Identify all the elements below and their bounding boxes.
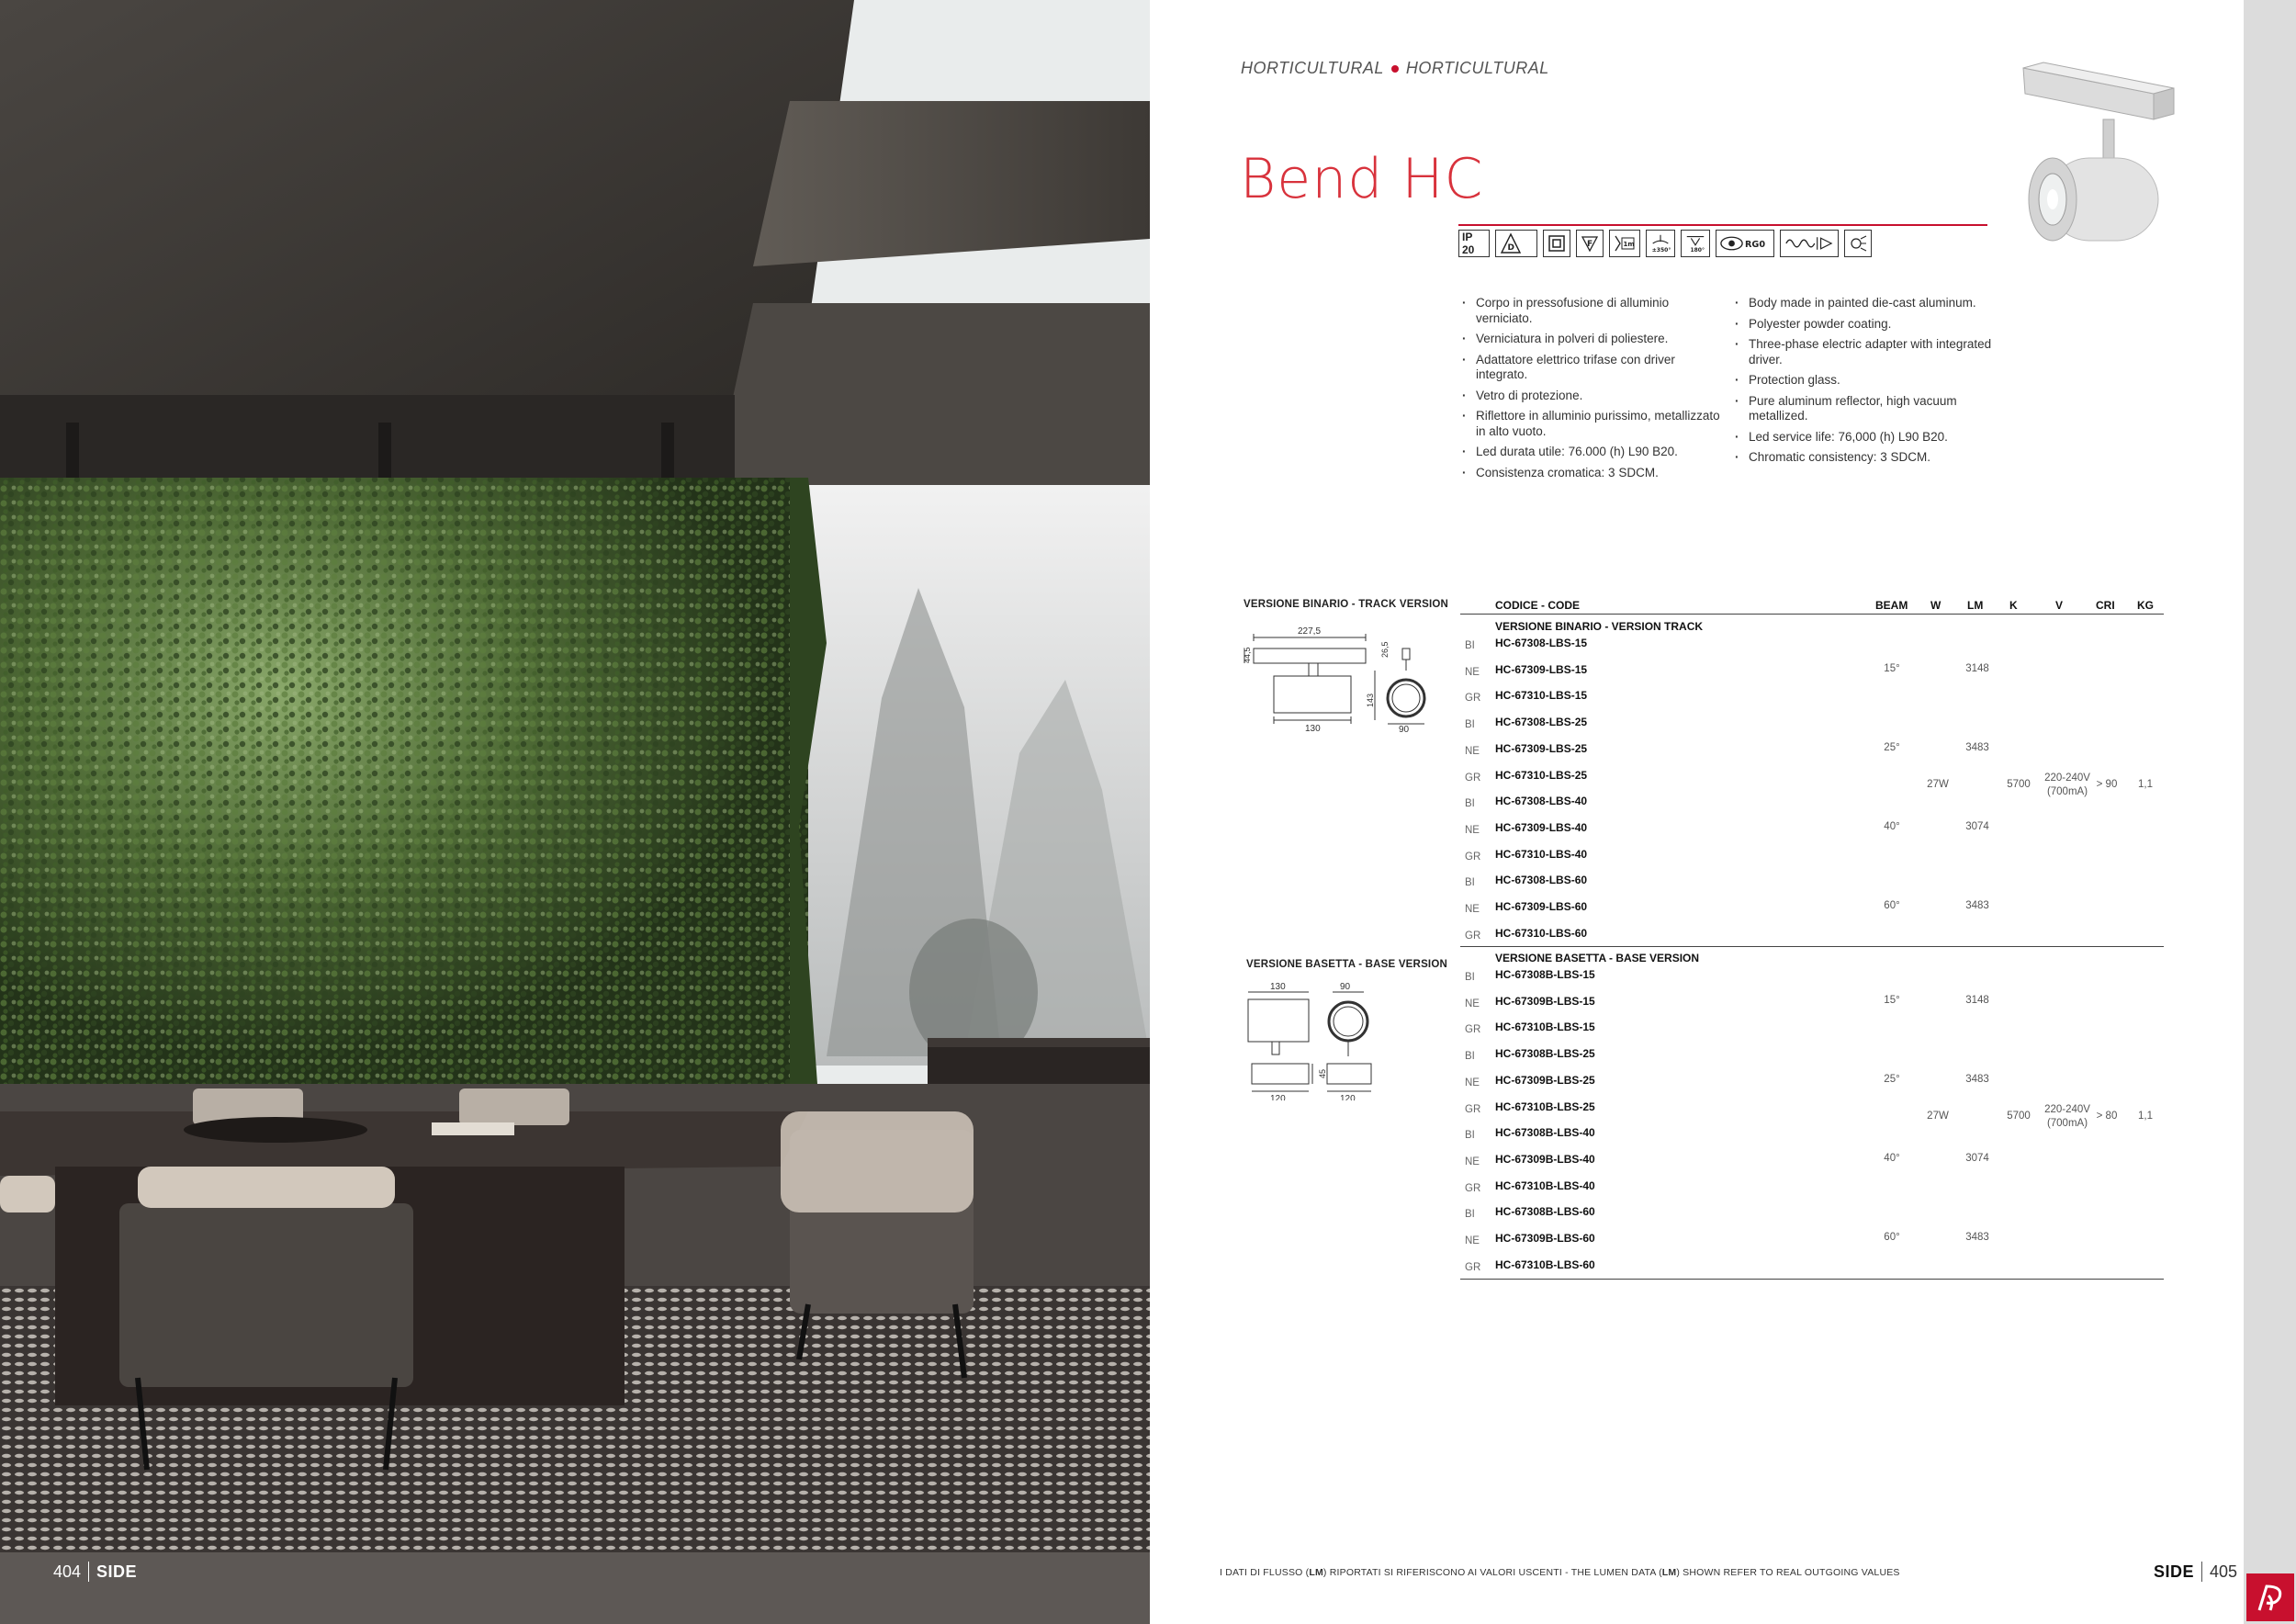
row-code: HC-67308-LBS-15: [1495, 637, 1588, 649]
base-section-title: VERSIONE BASETTA - BASE VERSION: [1495, 952, 1700, 964]
dim-base-height: 45: [1318, 1068, 1327, 1078]
w-value: 27W: [1927, 778, 1949, 790]
dim-track-height: 143: [1366, 693, 1375, 707]
table-row: [1460, 659, 2164, 685]
lm-value: 3148: [1965, 994, 1989, 1006]
feature-it-item: · Consistenza cromatica: 3 SDCM.: [1460, 466, 1722, 481]
table-row: [1460, 896, 2164, 922]
features-english: [1733, 296, 1995, 471]
category-dot: [1391, 65, 1399, 73]
brand-logo-icon: [2246, 1573, 2294, 1621]
kg-value: 1,1: [2138, 1110, 2153, 1122]
disclaimer-part: I DATI DI FLUSSO (: [1220, 1567, 1310, 1578]
header-cri: CRI: [2096, 599, 2115, 612]
right-page-number: 405: [2210, 1562, 2238, 1581]
feature-it-item: · Verniciatura in polveri di poliestere.: [1460, 332, 1722, 347]
rotation-350-icon: [1646, 230, 1675, 257]
dim-track-left: 44,5: [1243, 647, 1252, 663]
feature-en-item: · Pure aluminum reflector, high vacuum metallized.: [1733, 394, 1995, 424]
row-color: GR: [1465, 851, 1481, 863]
row-color: BI: [1465, 1209, 1475, 1221]
category-it: HORTICULTURAL: [1241, 59, 1384, 77]
dim-track-width: 130: [1305, 724, 1321, 734]
row-color: NE: [1465, 666, 1480, 678]
current-line: (700mA): [2046, 1117, 2088, 1129]
table-row: [1460, 964, 2164, 990]
tilt-180-icon: [1681, 230, 1710, 257]
lm-value: 3074: [1965, 820, 1989, 832]
left-page-footer: [53, 1562, 137, 1582]
voltage-line: 220-240V: [2044, 772, 2090, 784]
table-row: [1460, 1069, 2164, 1096]
row-color: NE: [1465, 904, 1480, 915]
row-color: BI: [1465, 972, 1475, 983]
beam-value: 60°: [1884, 900, 1900, 911]
row-code: HC-67310B-LBS-40: [1495, 1179, 1595, 1192]
left-brand: SIDE: [96, 1562, 138, 1581]
row-color: NE: [1465, 998, 1480, 1009]
footer-separator: [88, 1562, 89, 1582]
table-row: [1460, 1254, 2164, 1280]
title-rule: [1458, 224, 1987, 226]
svg-text:1m: 1m: [1623, 241, 1635, 248]
feature-en-item: · Polyester powder coating.: [1733, 317, 1995, 333]
table-row: [1460, 922, 2164, 949]
kg-value: 1,1: [2138, 778, 2153, 790]
feature-it-item: · Adattatore elettrico trifase con driver integrato.: [1460, 353, 1722, 383]
table-row: [1460, 817, 2164, 843]
row-color: GR: [1465, 693, 1481, 705]
f-mark-icon: [1576, 230, 1604, 257]
row-code: HC-67309B-LBS-60: [1495, 1232, 1595, 1245]
row-code: HC-67309B-LBS-15: [1495, 994, 1595, 1008]
right-page-footer: [2154, 1562, 2237, 1582]
row-code: HC-67309B-LBS-25: [1495, 1073, 1595, 1087]
dim-base-bottom2: 120: [1340, 1094, 1356, 1100]
certification-icons: [1458, 230, 1872, 257]
header-kg: KG: [2137, 599, 2154, 612]
lm-value: 3483: [1965, 741, 1989, 753]
lm-value: 3483: [1965, 900, 1989, 911]
disclaimer-lm: LM: [1309, 1567, 1323, 1578]
track-version-label: VERSIONE BINARIO - TRACK VERSION: [1244, 599, 1449, 610]
svg-text:±350°: ±350°: [1651, 247, 1671, 254]
row-color: GR: [1465, 1024, 1481, 1036]
k-value: 5700: [2007, 778, 2031, 790]
dim-track-top: 26,5: [1380, 641, 1390, 658]
dim-track-length: 227,5: [1298, 626, 1322, 637]
product-image: [2016, 57, 2181, 268]
feature-en-item: · Chromatic consistency: 3 SDCM.: [1733, 450, 1995, 466]
beam-value: 25°: [1884, 741, 1900, 753]
base-version-label: VERSIONE BASETTA - BASE VERSION: [1246, 959, 1447, 970]
row-color: GR: [1465, 772, 1481, 784]
voltage-value: [2035, 772, 2099, 799]
row-code: HC-67310-LBS-15: [1495, 689, 1588, 703]
table-row: [1460, 632, 2164, 659]
row-code: HC-67308-LBS-60: [1495, 874, 1588, 887]
table-row: [1460, 843, 2164, 870]
header-k: K: [2009, 599, 2018, 612]
row-code: HC-67308B-LBS-25: [1495, 1047, 1595, 1061]
table-row: [1460, 869, 2164, 896]
base-version-drawing: [1235, 981, 1437, 1100]
table-row: [1460, 1201, 2164, 1227]
row-code: HC-67308B-LBS-40: [1495, 1126, 1595, 1140]
feature-en-item: · Protection glass.: [1733, 373, 1995, 389]
svg-text:RG0: RG0: [1745, 239, 1766, 250]
page-edge-strip: [2244, 0, 2296, 1624]
dim-track-diameter: 90: [1399, 725, 1410, 735]
dim-base-width: 130: [1270, 982, 1286, 992]
row-color: NE: [1465, 1156, 1480, 1167]
right-brand: SIDE: [2154, 1562, 2195, 1581]
table-row: [1460, 1175, 2164, 1201]
row-code: HC-67309-LBS-60: [1495, 900, 1588, 913]
row-code: HC-67310B-LBS-60: [1495, 1257, 1595, 1271]
header-v: V: [2055, 599, 2064, 612]
row-code: HC-67310-LBS-40: [1495, 847, 1588, 861]
row-code: HC-67309-LBS-25: [1495, 741, 1588, 755]
row-color: GR: [1465, 930, 1481, 942]
feature-en-item: · Three-phase electric adapter with integrated driver.: [1733, 337, 1995, 367]
row-code: HC-67310-LBS-25: [1495, 768, 1588, 782]
header-w: W: [1930, 599, 1941, 612]
dim-base-bottom: 120: [1270, 1094, 1286, 1100]
table-row: [1460, 1227, 2164, 1254]
table-rule: [1460, 946, 2164, 947]
row-color: GR: [1465, 1261, 1481, 1273]
footer-separator: [2201, 1562, 2202, 1582]
features-italian: [1460, 296, 1722, 486]
row-color: NE: [1465, 824, 1480, 836]
row-color: BI: [1465, 798, 1475, 810]
row-code: HC-67308-LBS-25: [1495, 716, 1588, 729]
feature-en-item: · Body made in painted die-cast aluminum.: [1733, 296, 1995, 311]
disclaimer-part: ) RIPORTATI SI RIFERISCONO AI VALORI USCENTI - THE LUMEN DATA (: [1322, 1567, 1662, 1578]
svg-text:F: F: [1587, 240, 1593, 249]
row-code: HC-67308-LBS-40: [1495, 795, 1588, 808]
product-title: Bend HC: [1240, 147, 1484, 211]
row-color: NE: [1465, 1235, 1480, 1246]
table-rule: [1460, 1279, 2164, 1280]
beam-value: 15°: [1884, 662, 1900, 674]
rg0-eye-icon: [1716, 230, 1774, 257]
lm-value: 3074: [1965, 1152, 1989, 1164]
left-page-number: 404: [53, 1562, 82, 1581]
row-code: HC-67310B-LBS-25: [1495, 1100, 1595, 1113]
row-color: BI: [1465, 877, 1475, 889]
beam-value: 15°: [1884, 994, 1900, 1006]
table-row: [1460, 738, 2164, 764]
feature-it-item: · Led durata utile: 76.000 (h) L90 B20.: [1460, 445, 1722, 460]
wave-icon: [1780, 230, 1839, 257]
row-color: GR: [1465, 1103, 1481, 1115]
row-code: HC-67309B-LBS-40: [1495, 1152, 1595, 1166]
row-color: GR: [1465, 1182, 1481, 1194]
k-value: 5700: [2007, 1110, 2031, 1122]
row-color: BI: [1465, 1051, 1475, 1063]
track-section-title: VERSIONE BINARIO - VERSION TRACK: [1495, 620, 1704, 633]
lm-value: 3483: [1965, 1232, 1989, 1243]
beam-value: 40°: [1884, 1152, 1900, 1164]
row-color: NE: [1465, 1077, 1480, 1088]
header-lm: LM: [1967, 599, 1984, 612]
current-line: (700mA): [2046, 785, 2088, 797]
class-ii-icon: [1543, 230, 1570, 257]
category-line: [1241, 59, 1549, 78]
row-code: HC-67308B-LBS-60: [1495, 1205, 1595, 1219]
feature-en-item: · Led service life: 76,000 (h) L90 B20.: [1733, 430, 1995, 445]
lumen-disclaimer: [1220, 1567, 1900, 1578]
row-code: HC-67309-LBS-40: [1495, 820, 1588, 834]
table-row: [1460, 990, 2164, 1017]
table-row: [1460, 1148, 2164, 1175]
lm-value: 3148: [1965, 662, 1989, 674]
table-row: [1460, 684, 2164, 711]
feature-it-item: · Corpo in pressofusione di alluminio verniciato.: [1460, 296, 1722, 326]
feature-it-item: · Vetro di protezione.: [1460, 389, 1722, 404]
row-code: HC-67310B-LBS-15: [1495, 1021, 1595, 1034]
disclaimer-part: ) SHOWN REFER TO REAL OUTGOING VALUES: [1676, 1567, 1900, 1578]
voltage-value: [2035, 1103, 2099, 1131]
cri-value: > 80: [2096, 1110, 2118, 1122]
distance-1m-icon: [1609, 230, 1640, 257]
row-color: NE: [1465, 745, 1480, 757]
table-rule: [1460, 614, 2164, 615]
beam-value: 25°: [1884, 1073, 1900, 1085]
lm-value: 3483: [1965, 1073, 1989, 1085]
cri-value: > 90: [2096, 778, 2118, 790]
table-row: [1460, 1043, 2164, 1069]
beam-value: 40°: [1884, 820, 1900, 832]
header-code: CODICE - CODE: [1495, 599, 1581, 612]
disclaimer-lm: LM: [1661, 1567, 1677, 1578]
dimmable-icon: [1844, 230, 1872, 257]
row-color: BI: [1465, 719, 1475, 731]
beam-value: 60°: [1884, 1232, 1900, 1243]
table-row: [1460, 1016, 2164, 1043]
header-beam: BEAM: [1875, 599, 1908, 612]
dim-base-diameter: 90: [1340, 982, 1351, 992]
category-en: HORTICULTURAL: [1405, 59, 1549, 77]
row-code: HC-67308B-LBS-15: [1495, 968, 1595, 981]
voltage-line: 220-240V: [2044, 1103, 2090, 1115]
row-color: BI: [1465, 640, 1475, 651]
feature-it-item: · Riflettore in alluminio purissimo, metallizzato in alto vuoto.: [1460, 409, 1722, 439]
svg-text:180°: 180°: [1690, 247, 1705, 254]
w-value: 27W: [1927, 1110, 1949, 1122]
row-code: HC-67309-LBS-15: [1495, 662, 1588, 676]
row-color: BI: [1465, 1130, 1475, 1142]
d-marking-icon: [1495, 230, 1537, 257]
row-code: HC-67310-LBS-60: [1495, 926, 1588, 940]
table-row: [1460, 711, 2164, 738]
ip20-icon: IP 20: [1458, 230, 1490, 257]
svg-text:D: D: [1507, 243, 1514, 253]
track-version-drawing: [1235, 625, 1437, 744]
